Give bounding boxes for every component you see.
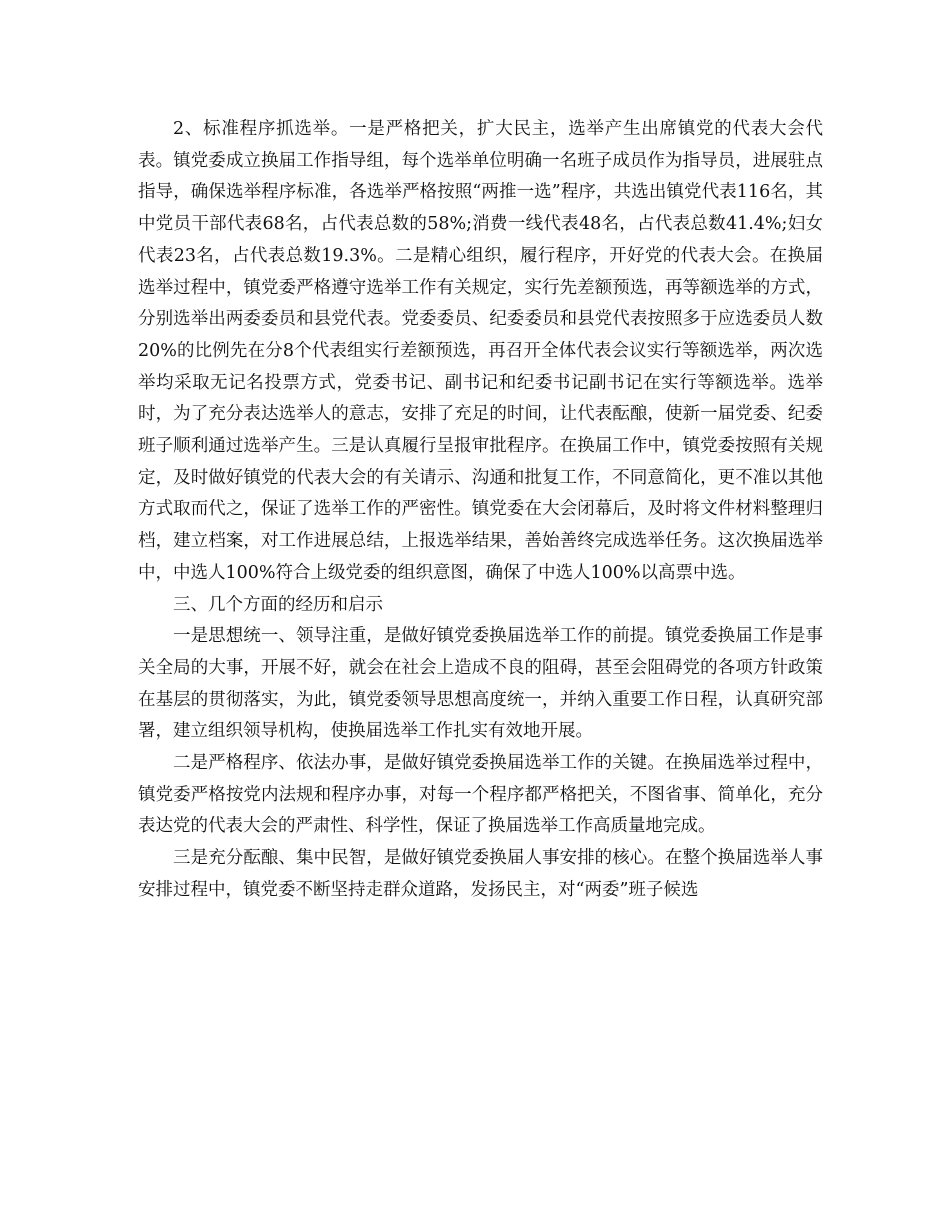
document-body: [138, 114, 823, 907]
paragraph-election-procedure: 2、标准程序抓选举。一是严格把关，扩大民主，选举产生出席镇党的代表大会代表。镇党委成立换届工作指导组，每个选举单位明确一名班子成员作为指导员，进展驻点指导，确保选举程序标准，各选举严格按照“两推一选”程序，共选出镇党代表116名，其中党员干部代表68名，占代表总数的58%;消费一线代表48名，占代表总数41.4%;妇女代表23名，占代表总数19.3%。二是精心组织，履行程序，开好党的代表大会。在换届选举过程中，镇党委严格遵守选举工作有关规定，实行先差额预选，再等额选举的方式，分别选举出两委委员和县党代表。党委委员、纪委委员和县党代表按照多于应选委员人数20%的比例先在分8个代表组实行差额预选，再召开全体代表会议实行等额选举，两次选举均采取无记名投票方式，党委书记、副书记和纪委书记副书记在实行等额选举。选举时，为了充分表达选举人的意志，安排了充足的时间，让代表酝酿，使新一届党委、纪委班子顺利通过选举产生。三是认真履行呈报审批程序。在换届工作中，镇党委按照有关规定，及时做好镇党的代表大会的有关请示、沟通和批复工作，不同意简化，更不准以其他方式取而代之，保证了选举工作的严密性。镇党委在大会闭幕后，及时将文件材料整理归档，建立档案，对工作进展总结，上报选举结果，善始善终完成选举任务。这次换届选举中，中选人100%符合上级党委的组织意图，确保了中选人100%以高票中选。: [138, 119, 823, 583]
paragraph-lesson-procedure: 二是严格程序、依法办事，是做好镇党委换届选举工作的关键。在换届选举过程中，镇党委严格按党内法规和程序办事，对每一个程序都严格把关，不图省事、简单化，充分表达党的代表大会的严肃性、科学性，保证了换届选举工作高质量地完成。: [138, 753, 823, 837]
paragraph-lesson-unity: 一是思想统一、领导注重，是做好镇党委换届选举工作的前提。镇党委换届工作是事关全局的大事，开展不好，就会在社会上造成不良的阻碍，甚至会阻碍党的各项方针政策在基层的贯彻落实，为此，镇党委领导思想高度统一，并纳入重要工作日程，认真研究部署，建立组织领导机构，使换届选举工作扎实有效地开展。: [138, 626, 823, 742]
section-heading-lessons: 三、几个方面的经历和启示: [173, 594, 383, 615]
paragraph-lesson-consultation: 三是充分酝酿、集中民智，是做好镇党委换届人事安排的核心。在整个换届选举人事安排过程中，镇党委不断坚持走群众道路，发扬民主，对“两委”班子候选: [138, 848, 823, 900]
